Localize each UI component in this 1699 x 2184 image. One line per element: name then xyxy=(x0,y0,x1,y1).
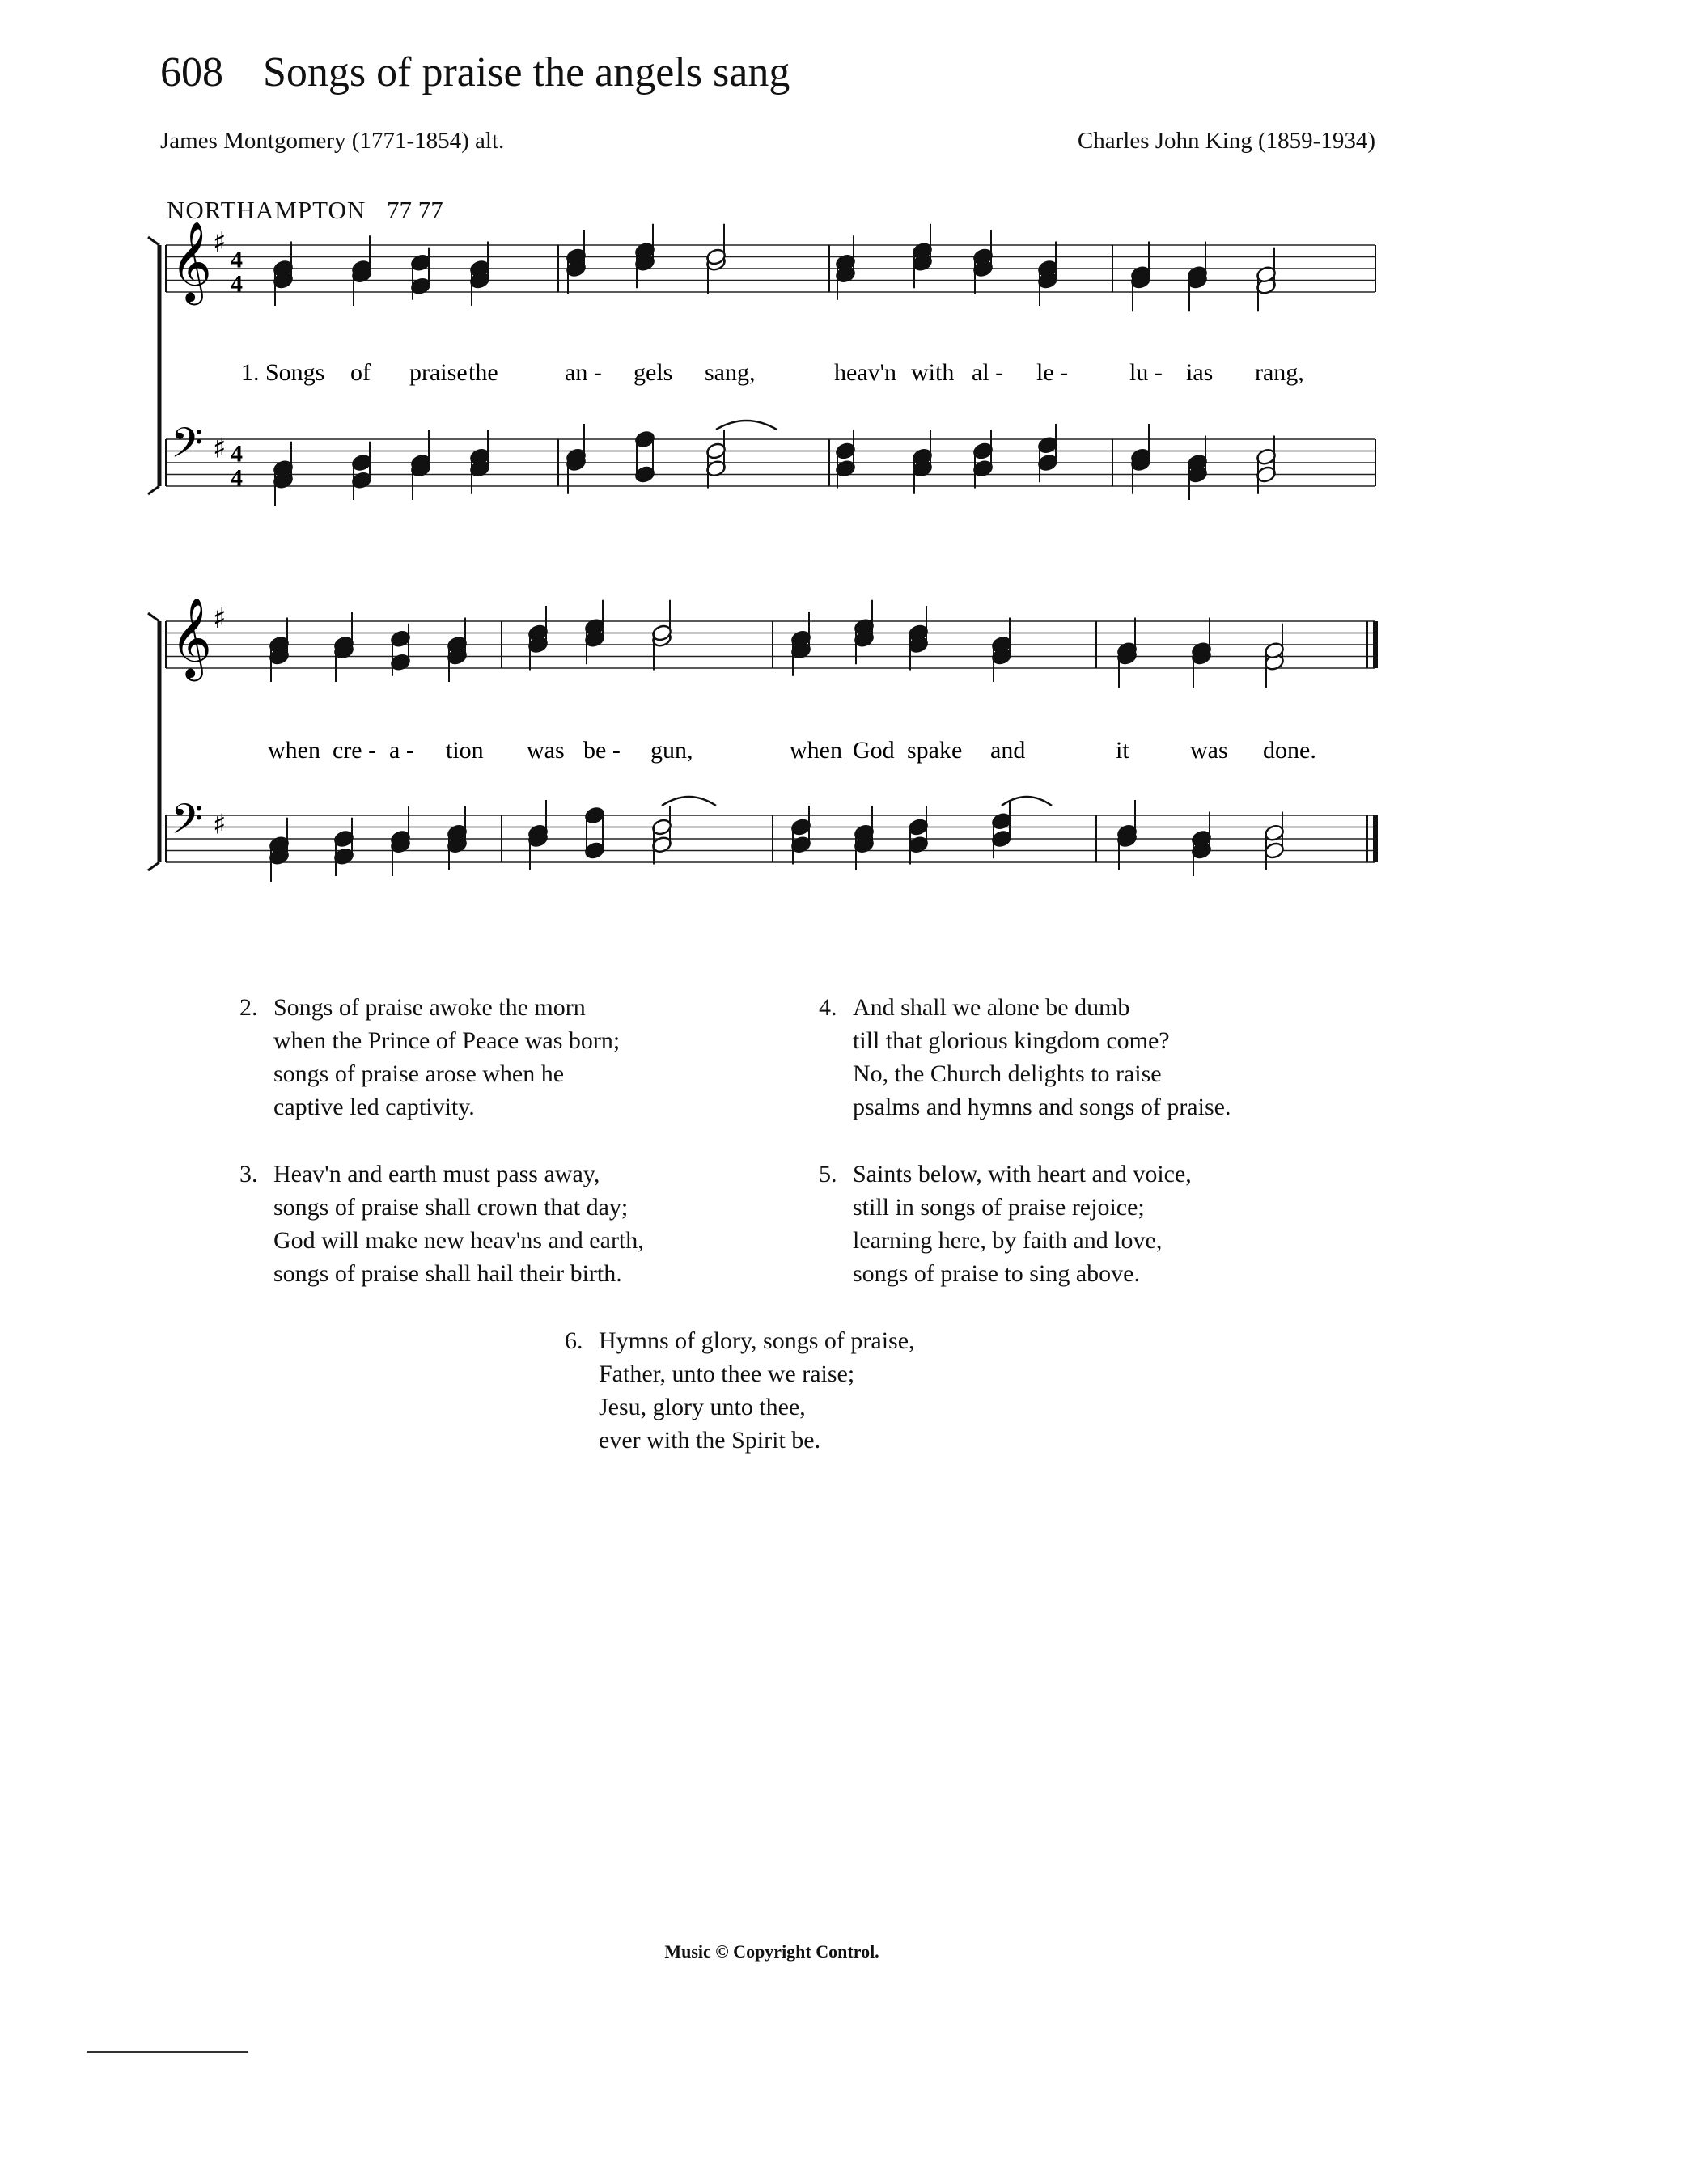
bass-clef: 𝄢 xyxy=(171,417,203,477)
lyric-syllable: the xyxy=(468,359,498,386)
stanza-line: still in songs of praise rejoice; xyxy=(853,1194,1145,1221)
treble-clef: 𝄞 xyxy=(171,597,212,679)
stanza-2 xyxy=(239,991,621,1124)
stanza-line: songs of praise shall crown that day; xyxy=(273,1194,629,1221)
scan-rule xyxy=(87,2051,248,2053)
time-signature-top: 4 xyxy=(231,440,243,468)
key-signature-sharp: ♯ xyxy=(213,226,227,259)
key-signature-sharp: ♯ xyxy=(213,602,227,635)
lyric-syllable: of xyxy=(350,359,371,386)
lyric-syllable: tion xyxy=(446,737,484,764)
stanza-4 xyxy=(819,991,1231,1124)
lyric-syllable: spake xyxy=(907,737,963,764)
lyric-syllable: done. xyxy=(1263,737,1316,764)
lyric-syllable: with xyxy=(911,359,955,386)
stanza-line: learning here, by faith and love, xyxy=(853,1227,1163,1254)
stanza-line: Father, unto thee we raise; xyxy=(599,1361,855,1387)
lyric-syllable: le - xyxy=(1036,359,1069,386)
lyric-syllable: heav'n xyxy=(834,359,897,386)
lyric-syllable: gun, xyxy=(650,737,693,764)
stanza-line: And shall we alone be dumb xyxy=(853,994,1130,1021)
lyric-syllable: an - xyxy=(565,359,602,386)
lyric-syllable: was xyxy=(1190,737,1228,764)
stanza-line: ever with the Spirit be. xyxy=(599,1427,821,1454)
lyric-syllable: praise xyxy=(409,359,468,386)
time-signature-bottom: 4 xyxy=(231,270,243,298)
stanza-line: Saints below, with heart and voice, xyxy=(853,1161,1192,1187)
hymn-number: 608 xyxy=(160,49,223,95)
lyric-syllable: 1. Songs xyxy=(241,359,325,386)
hymn-title: Songs of praise the angels sang xyxy=(263,49,790,95)
tune-name: NORTHAMPTON xyxy=(167,196,366,224)
tune-meter: 77 77 xyxy=(387,196,443,224)
bracket-hook xyxy=(148,486,159,494)
stanza-number: 5. xyxy=(819,1161,837,1187)
bracket-hook xyxy=(148,613,159,621)
key-signature-sharp: ♯ xyxy=(213,432,227,465)
lyric-syllable: when xyxy=(790,737,842,764)
stanza-line: God will make new heav'ns and earth, xyxy=(273,1227,644,1254)
lyric-syllable: cre - xyxy=(333,737,377,764)
stanza-line: songs of praise to sing above. xyxy=(853,1260,1140,1287)
lyric-syllable: a - xyxy=(389,737,414,764)
bass-clef: 𝄢 xyxy=(171,794,203,853)
lyric-syllable: gels xyxy=(633,359,673,386)
stanza-number: 2. xyxy=(239,994,258,1021)
stanza-6 xyxy=(565,1324,915,1457)
lyric-syllable: lu - xyxy=(1129,359,1163,386)
stanza-line: psalms and hymns and songs of praise. xyxy=(853,1094,1231,1120)
stanza-line: captive led captivity. xyxy=(273,1094,475,1120)
time-signature-bottom: 4 xyxy=(231,464,243,492)
lyric-syllable: al - xyxy=(972,359,1004,386)
lyric-syllable: God xyxy=(853,737,895,764)
stanza-line: songs of praise shall hail their birth. xyxy=(273,1260,622,1287)
lyric-syllable: be - xyxy=(583,737,621,764)
lyric-syllable: sang, xyxy=(705,359,756,386)
lyric-syllable: ias xyxy=(1186,359,1214,386)
stanza-line: till that glorious kingdom come? xyxy=(853,1027,1170,1054)
lyric-syllable: and xyxy=(990,737,1026,764)
slur xyxy=(716,421,777,430)
copyright-notice: Music © Copyright Control. xyxy=(664,1941,879,1962)
music-credit: Charles John King (1859-1934) xyxy=(1077,128,1375,154)
stanza-line: Hymns of glory, songs of praise, xyxy=(599,1327,915,1354)
stanza-line: when the Prince of Peace was born; xyxy=(273,1027,621,1054)
stanza-line: Jesu, glory unto thee, xyxy=(599,1394,806,1420)
slur xyxy=(662,797,716,806)
music-score xyxy=(0,0,1699,971)
time-signature-top: 4 xyxy=(231,246,243,273)
stanza-number: 3. xyxy=(239,1161,258,1187)
stanza-3 xyxy=(239,1158,644,1290)
lyric-syllable: when xyxy=(268,737,320,764)
stanza-line: No, the Church delights to raise xyxy=(853,1060,1162,1087)
key-signature-sharp: ♯ xyxy=(213,808,227,841)
treble-clef: 𝄞 xyxy=(171,221,212,303)
stanza-5 xyxy=(819,1158,1192,1290)
lyric-syllable: rang, xyxy=(1255,359,1304,386)
bracket-hook xyxy=(148,862,159,870)
words-credit: James Montgomery (1771-1854) alt. xyxy=(160,128,505,154)
bracket-hook xyxy=(148,237,159,245)
stanza-number: 4. xyxy=(819,994,837,1021)
lyric-syllable: it xyxy=(1116,737,1129,764)
stanza-line: songs of praise arose when he xyxy=(273,1060,565,1087)
stanza-number: 6. xyxy=(565,1327,583,1354)
stanza-line: Songs of praise awoke the morn xyxy=(273,994,586,1021)
stanza-line: Heav'n and earth must pass away, xyxy=(273,1161,600,1187)
lyric-syllable: was xyxy=(527,737,565,764)
